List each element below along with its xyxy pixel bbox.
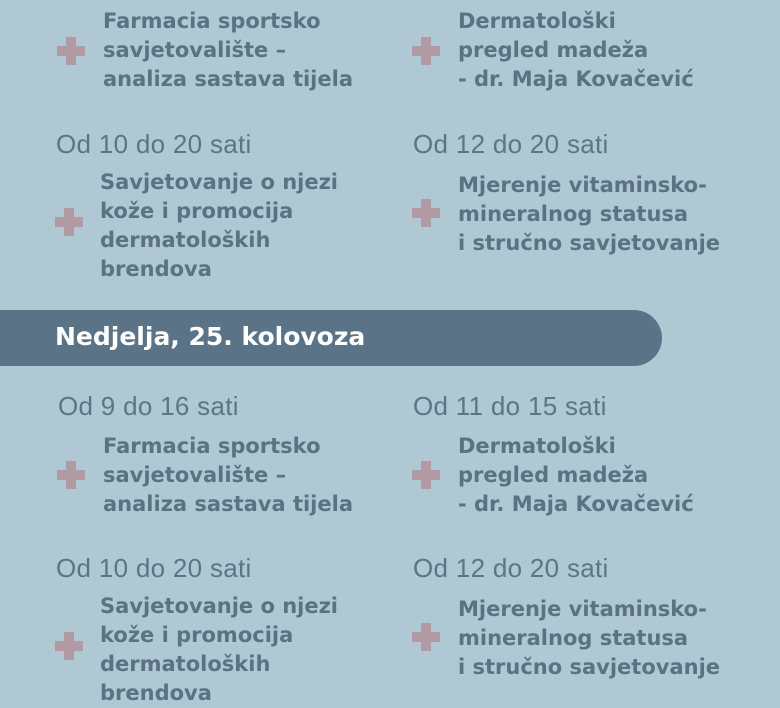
item-time: Od 11 do 15 sati [413, 391, 607, 421]
day-banner [0, 310, 662, 366]
item-title: Farmacia sportsko savjetovalište – analiza sastava tijela [103, 9, 353, 91]
item-title: Mjerenje vitaminsko- mineralnog statusa i stručno savjetovanje [458, 597, 721, 679]
item-title: Farmacia sportsko savjetovalište – analiza sastava tijela [103, 434, 353, 516]
plus-icon [57, 37, 85, 65]
item-time: Od 12 do 20 sati [413, 129, 609, 159]
item-title: Savjetovanje o njezi kože i promocija dermatoloških brendova [100, 170, 339, 281]
day-heading: Nedjelja, 25. kolovoza [55, 322, 366, 351]
item-title: Savjetovanje o njezi kože i promocija dermatoloških brendova [100, 594, 339, 705]
item-time: Od 9 do 16 sati [58, 391, 239, 421]
plus-icon [412, 37, 440, 65]
item-time: Od 10 do 20 sati [56, 553, 252, 583]
plus-icon [55, 632, 83, 660]
plus-icon [412, 623, 440, 651]
item-title: Dermatološki pregled madeža - dr. Maja Kovačević [458, 434, 694, 516]
item-title: Mjerenje vitaminsko- mineralnog statusa i stručno savjetovanje [458, 173, 721, 255]
plus-icon [57, 461, 85, 489]
plus-icon [412, 199, 440, 227]
item-time: Od 12 do 20 sati [413, 553, 609, 583]
plus-icon [412, 461, 440, 489]
plus-icon [55, 208, 83, 236]
item-title: Dermatološki pregled madeža - dr. Maja Kovačević [458, 9, 694, 91]
item-time: Od 10 do 20 sati [56, 129, 252, 159]
